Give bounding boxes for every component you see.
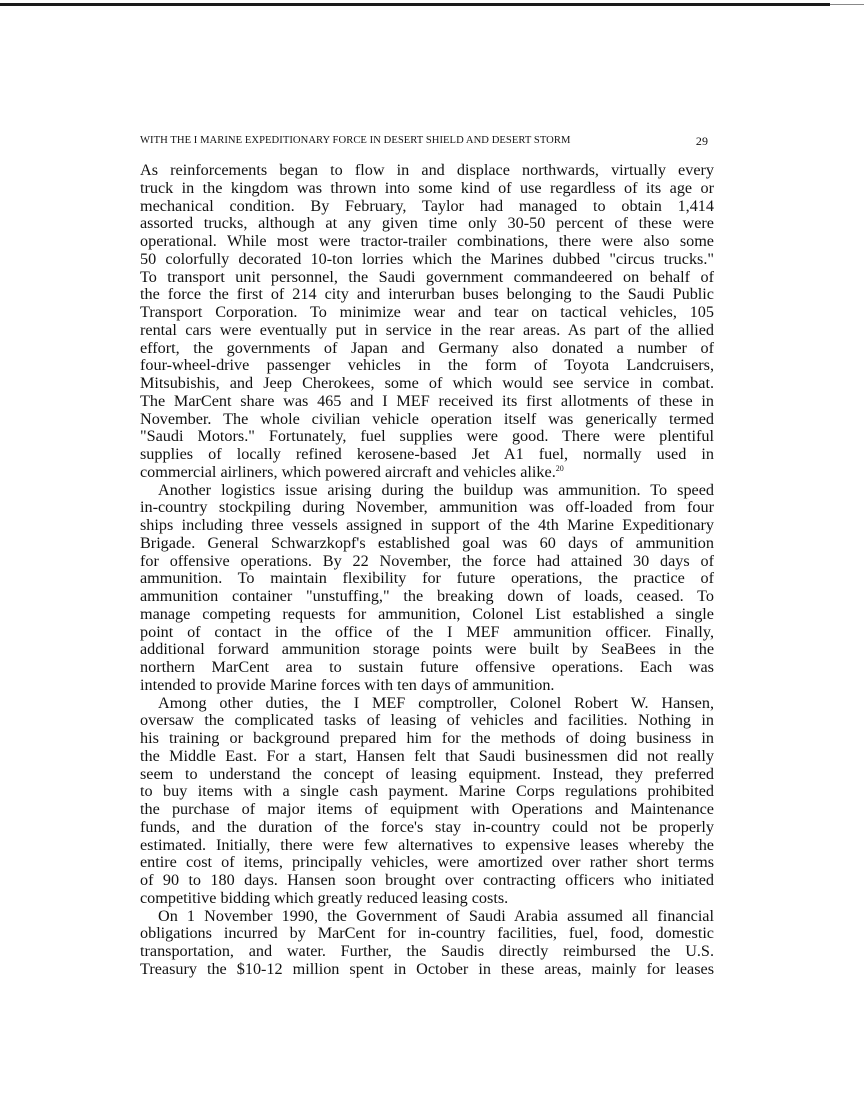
paragraph xyxy=(140,695,714,908)
text-line xyxy=(140,712,714,730)
text-line-content: "Saudi Motors." Fortunately, fuel supplies were good. There were plentiful xyxy=(140,427,714,446)
text-line xyxy=(140,375,714,393)
text-line xyxy=(140,624,714,642)
page-top-rule xyxy=(0,3,830,6)
text-line xyxy=(140,535,714,553)
text-line xyxy=(140,215,714,233)
text-line-content: As reinforcements began to flow in and displace northwards, virtually every xyxy=(140,161,714,179)
text-line-content: competitive bidding which greatly reduced leasing costs. xyxy=(140,888,509,907)
text-line xyxy=(140,783,714,801)
body-text xyxy=(140,162,714,979)
text-line xyxy=(140,322,714,340)
text-line xyxy=(140,499,714,517)
text-line-content: Another logistics issue arising during the buildup was ammunition. To speed xyxy=(158,480,714,499)
footnote-marker: 20 xyxy=(555,463,564,473)
text-line-content: rental cars were eventually put in service in the rear areas. As part of the allied xyxy=(140,320,714,339)
page-top-rule-thin xyxy=(830,4,864,5)
text-line-content: additional forward ammunition storage points were built by SeaBees in the xyxy=(140,640,714,659)
text-line-content: Treasury the $10-12 million spent in October in these areas, mainly for leases xyxy=(140,959,714,978)
text-line-content: mechanical condition. By February, Taylor had managed to obtain 1,414 xyxy=(140,196,714,215)
text-line xyxy=(140,819,714,837)
text-line-content: in-country stockpiling during November, ammunition was off-loaded from four xyxy=(140,498,714,517)
text-line xyxy=(140,695,714,713)
text-line-content: entire cost of items, principally vehicles, were amortized over rather short terms xyxy=(140,853,714,872)
text-line-content: point of contact in the office of the I MEF ammunition officer. Finally, xyxy=(140,622,714,641)
text-line-content: northern MarCent area to sustain future offensive operations. Each was xyxy=(140,658,714,676)
text-line xyxy=(140,854,714,872)
text-line-content: transportation, and water. Further, the Saudis directly reimbursed the U.S. xyxy=(140,942,714,960)
text-line-content: estimated. Initially, there were few alternatives to expensive leases whereby the xyxy=(140,835,714,854)
text-line-content: operational. While most were tractor-trailer combinations, there were also some xyxy=(140,232,714,250)
text-line xyxy=(140,570,714,588)
text-line xyxy=(140,837,714,855)
text-line xyxy=(140,872,714,890)
text-line xyxy=(140,269,714,287)
text-line-content: for offensive operations. By 22 November, the force had attained 30 days of xyxy=(140,551,714,570)
text-line xyxy=(140,517,714,535)
text-line-content: effort, the governments of Japan and Germany also donated a number of xyxy=(140,338,714,357)
text-line-content: of 90 to 180 days. Hansen soon brought over contracting officers who initiated xyxy=(140,871,714,889)
text-line-content: the purchase of major items of equipment with Operations and Maintenance xyxy=(140,800,714,818)
text-line-content: the force the first of 214 city and interurban buses belonging to the Saudi Public xyxy=(140,285,714,304)
text-line xyxy=(140,446,714,464)
text-line xyxy=(140,304,714,322)
running-head-title: WITH THE I MARINE EXPEDITIONARY FORCE IN DESERT SHIELD AND DESERT STORM xyxy=(140,135,571,146)
text-line xyxy=(140,411,714,429)
text-line-content: On 1 November 1990, the Government of Saudi Arabia assumed all financial xyxy=(158,906,714,925)
text-line xyxy=(140,393,714,411)
text-line-content: obligations incurred by MarCent for in-country facilities, fuel, food, domestic xyxy=(140,924,714,943)
paragraph xyxy=(140,908,714,979)
text-line xyxy=(140,428,714,446)
text-line xyxy=(140,677,714,695)
text-line-content: manage competing requests for ammunition, Colonel List established a single xyxy=(140,604,714,623)
text-line-content: To transport unit personnel, the Saudi government commandeered on behalf of xyxy=(140,267,714,286)
text-line xyxy=(140,251,714,269)
text-line-content: four-wheel-drive passenger vehicles in the form of Toyota Landcruisers, xyxy=(140,356,714,375)
text-line xyxy=(140,641,714,659)
text-line-content: truck in the kingdom was thrown into some kind of use regardless of its age or xyxy=(140,178,714,197)
paragraph xyxy=(140,162,714,482)
text-line-content: ships including three vessels assigned in support of the 4th Marine Expeditionary xyxy=(140,516,714,534)
text-line xyxy=(140,908,714,926)
text-line xyxy=(140,198,714,216)
running-head xyxy=(140,133,714,149)
page-number: 29 xyxy=(695,134,708,148)
text-line xyxy=(140,464,714,482)
text-line-content: funds, and the duration of the force's stay in-country could not be properly xyxy=(140,817,714,836)
text-line xyxy=(140,766,714,784)
paragraph xyxy=(140,482,714,695)
text-line-content: Among other duties, the I MEF comptroller, Colonel Robert W. Hansen, xyxy=(158,693,714,712)
text-line xyxy=(140,730,714,748)
text-line xyxy=(140,162,714,180)
text-line-content: ammunition. To maintain flexibility for future operations, the practice of xyxy=(140,569,714,588)
text-line-content: supplies of locally refined kerosene-based Jet A1 fuel, normally used in xyxy=(140,445,714,463)
text-line-content: to buy items with a single cash payment. Marine Corps regulations prohibited xyxy=(140,782,714,801)
text-line xyxy=(140,961,714,979)
text-line xyxy=(140,925,714,943)
text-line-content: his training or background prepared him for the methods of doing business in xyxy=(140,729,714,747)
text-line-content: Brigade. General Schwarzkopf's established goal was 60 days of ammunition xyxy=(140,533,714,552)
text-line xyxy=(140,659,714,677)
text-line xyxy=(140,588,714,606)
text-line xyxy=(140,890,714,908)
text-line-content: The MarCent share was 465 and I MEF received its first allotments of these in xyxy=(140,391,714,410)
text-line-content: the Middle East. For a start, Hansen felt that Saudi businessmen did not really xyxy=(140,746,714,765)
text-line-content: seem to understand the concept of leasing equipment. Instead, they preferred xyxy=(140,764,714,783)
text-line xyxy=(140,340,714,358)
text-line xyxy=(140,180,714,198)
text-line-content: oversaw the complicated tasks of leasing of vehicles and facilities. Nothing in xyxy=(140,711,714,730)
text-line xyxy=(140,606,714,624)
text-line xyxy=(140,553,714,571)
text-line-content: ammunition container "unstuffing," the breaking down of loads, ceased. To xyxy=(140,587,714,605)
text-line xyxy=(140,748,714,766)
text-line-content: November. The whole civilian vehicle operation itself was generically termed xyxy=(140,409,714,428)
text-line xyxy=(140,357,714,375)
text-line-content: assorted trucks, although at any given time only 30-50 percent of these were xyxy=(140,214,714,233)
text-line xyxy=(140,233,714,251)
text-line xyxy=(140,801,714,819)
text-line xyxy=(140,482,714,500)
text-line-content: Transport Corporation. To minimize wear and tear on tactical vehicles, 105 xyxy=(140,303,714,321)
text-line-content: 50 colorfully decorated 10-ton lorries which the Marines dubbed "circus trucks." xyxy=(140,249,714,268)
text-line xyxy=(140,943,714,961)
text-line-content: Mitsubishis, and Jeep Cherokees, some of which would see service in combat. xyxy=(140,374,714,392)
text-line-content: commercial airliners, which powered aircraft and vehicles alike. xyxy=(140,462,556,481)
text-line-content: intended to provide Marine forces with ten days of ammunition. xyxy=(140,675,555,694)
text-line xyxy=(140,286,714,304)
